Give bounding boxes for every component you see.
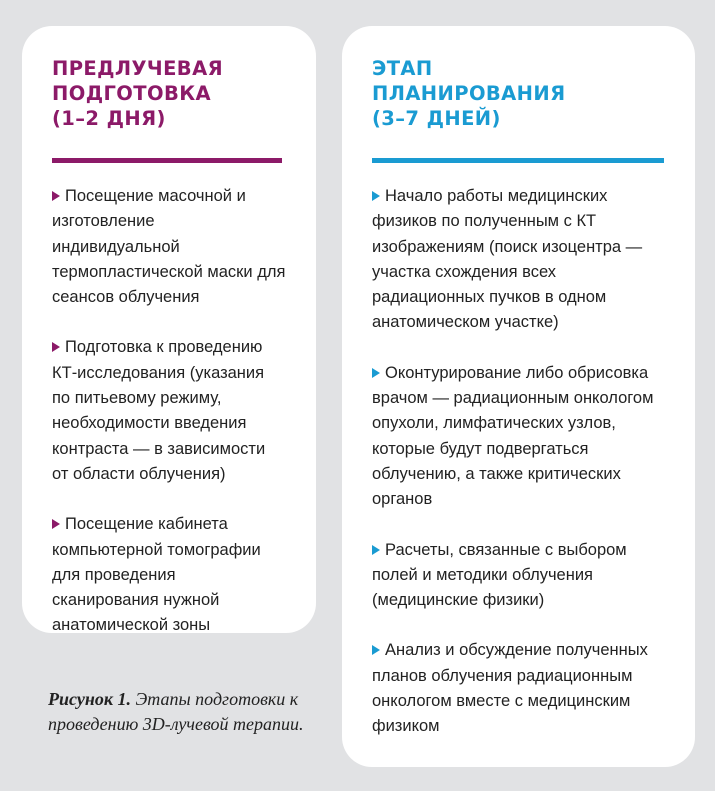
list-item-text: Расчеты, связанные с выбором полей и методики облучения (медицинские физики) xyxy=(372,540,627,610)
heading-divider xyxy=(52,158,282,163)
stage-card-pre-radiation xyxy=(22,26,316,633)
triangle-bullet-icon xyxy=(372,191,380,201)
list-item xyxy=(372,184,663,336)
figure-caption xyxy=(48,687,328,737)
heading-line: ПОДГОТОВКА xyxy=(52,82,212,105)
figure-caption-text: Этапы подготовки к проведению 3D-лучевой терапии. xyxy=(48,689,304,734)
heading-line: ПРЕДЛУЧЕВАЯ xyxy=(52,57,223,80)
list-item xyxy=(372,361,663,513)
stage-heading xyxy=(372,56,663,131)
list-item-text: Подготовка к проведению КТ-исследования (указания по питьевому режиму, необходимости введения контраста — в зависимости от области облучения) xyxy=(52,338,266,483)
list-item xyxy=(52,184,286,310)
heading-line: ЭТАП xyxy=(372,57,433,80)
heading-divider xyxy=(372,158,664,163)
heading-line: ПЛАНИРОВАНИЯ xyxy=(372,82,566,105)
list-item xyxy=(372,638,663,739)
triangle-bullet-icon xyxy=(372,545,380,555)
triangle-bullet-icon xyxy=(52,191,60,201)
list-item xyxy=(52,335,286,487)
triangle-bullet-icon xyxy=(372,368,380,378)
stage-card-planning xyxy=(342,26,695,767)
stage-heading xyxy=(52,56,286,131)
list-item-text: Начало работы медицинских физиков по полученным с КТ изображениям (поиск изоцентра — участка схождения всех радиационных пучков в одном анатомическом участке) xyxy=(372,187,643,332)
stage-items-list xyxy=(52,184,286,639)
stage-items-list xyxy=(372,184,663,740)
triangle-bullet-icon xyxy=(372,645,380,655)
list-item-text: Анализ и обсуждение полученных планов облучения радиационным онкологом вместе с медицинским физиком xyxy=(372,641,648,736)
list-item-text: Оконтурирование либо обрисовка врачом — радиационным онкологом опухоли, лимфатических узлов, которые будут подвергаться облучению, а также критических органов xyxy=(372,363,654,509)
triangle-bullet-icon xyxy=(52,519,60,529)
list-item-text: Посещение масочной и изготовление индивидуальной термопластической маски для сеансов облучения xyxy=(52,187,286,307)
figure-caption-label: Рисунок 1. xyxy=(48,689,131,709)
heading-line: (1–2 ДНЯ) xyxy=(52,107,166,130)
list-item xyxy=(372,538,663,614)
triangle-bullet-icon xyxy=(52,342,60,352)
list-item xyxy=(52,512,286,638)
list-item-text: Посещение кабинета компьютерной томографии для проведения сканирования нужной анатомической зоны xyxy=(52,515,261,635)
heading-line: (3–7 ДНЕЙ) xyxy=(372,107,501,130)
